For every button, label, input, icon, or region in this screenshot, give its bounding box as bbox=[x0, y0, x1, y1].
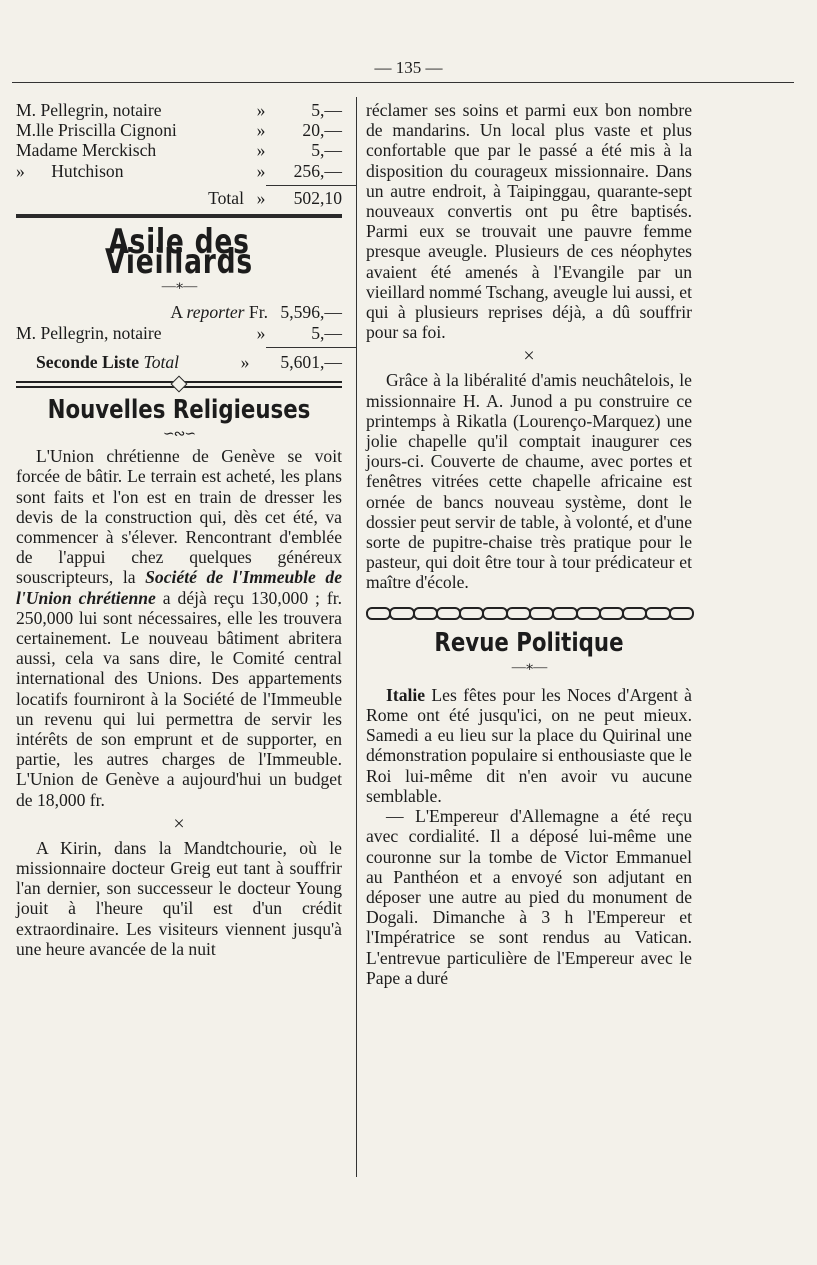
article-paragraph: réclamer ses soins et parmi eux bon nombre de mandarins. Un local plus vaste et plus confortable que par le passé a été mis à la disposition du courageux missionnaire. Dans un autre endroit, à Taipinggau, quarante-sept nouveaux convertis ont pu être baptisés. Parmi eux se trouvait une pauvre femme presque aveugle. Plusieurs de ces néophytes avaient été amenés à l'Evangile par un vieillard nommé Tschang, aveugle lui aussi, et qui à plusieurs reprises déjà, a dû souffrir pour sa foi. bbox=[366, 100, 692, 343]
total-amount: 502,10 bbox=[293, 187, 342, 208]
article-paragraph: — L'Empereur d'Allemagne a été reçu avec cordialité. Il a déposé lui-même une couronne sur la tombe de Victor Emmanuel au Panthéon et a envoyé son adjutant en déposer une autre au pied du monument de Dogali. Dimanche à 3 h l'Empereur et l'Impératrice se sont rendus au Vatican. L'entrevue particulière de l'Empereur avec le Pape a duré bbox=[366, 806, 692, 988]
seconde-total-label: Total bbox=[143, 351, 180, 372]
donor-name: M. Pellegrin, notaire bbox=[16, 100, 162, 120]
paragraph-text: L'Union chrétienne de Genève se voit forcée de bâtir. Le terrain est acheté, les plans sont faits et l'on est en train de dresser les devis de la construction qui, dès cet été, va commencer à s'élever. Rencontrant d'emblée de l'appui chez quelques généreux souscripteurs, la bbox=[16, 446, 342, 588]
society-name: Société de l'Immeuble de l'Union chrétienne bbox=[16, 567, 343, 608]
donor-name: M.lle Priscilla Cignoni bbox=[16, 120, 177, 141]
donor-name: Madame Merckisch bbox=[16, 140, 157, 161]
ditto-mark: » bbox=[256, 322, 266, 343]
donor-name: » Hutchison bbox=[16, 160, 124, 181]
ditto-mark: » bbox=[240, 351, 250, 372]
separator-cross: × bbox=[173, 812, 185, 835]
page-number: — 135 — bbox=[374, 58, 443, 77]
article-paragraph: A Kirin, dans la Mandtchourie, où le missionnaire docteur Greig eut tant à souffrir l'an dernier, son successeur le docteur Young jouit à l'heure qu'il est d'un crédit extraordinaire. Les visiteurs viennent jusqu'à une heure avancée de la nuit bbox=[16, 837, 342, 959]
ditto-mark: » bbox=[256, 160, 266, 181]
section-label-italie: Italie bbox=[386, 684, 426, 705]
reporter-row bbox=[16, 302, 342, 322]
paragraph-text: Les fêtes pour les Noces d'Argent à Rome ont été jusqu'ici, on ne peut mieux. Samedi a eu lieu sur la place du Quirinal une démonstration populaire si enthousiaste que le Roi lui-même dit n'en avoir vu aucune semblable. bbox=[366, 684, 692, 806]
subscription-row bbox=[16, 161, 342, 181]
reporter-label: reporter bbox=[186, 302, 245, 323]
donation-amount: 5,— bbox=[311, 322, 342, 343]
sum-rule bbox=[266, 347, 356, 348]
donation-amount: 5,— bbox=[311, 140, 342, 161]
chain-ornament-rule bbox=[366, 607, 692, 619]
subscription-row bbox=[16, 120, 342, 140]
total-row bbox=[16, 188, 342, 208]
seconde-amount: 5,601,— bbox=[280, 351, 342, 372]
ditto-mark: » bbox=[256, 140, 266, 161]
ornament: ∽∾∽ bbox=[162, 427, 196, 443]
subscription-row bbox=[16, 140, 342, 160]
donation-amount: 5,— bbox=[311, 100, 342, 120]
ornament: —∗— bbox=[161, 279, 197, 295]
subscription-row bbox=[16, 100, 342, 120]
subscription-row bbox=[16, 323, 342, 343]
seconde-liste-label: Seconde Liste bbox=[36, 351, 140, 372]
section-rule bbox=[16, 214, 342, 218]
left-column bbox=[16, 100, 342, 959]
article-paragraph bbox=[16, 446, 342, 810]
paragraph-text: a déjà reçu 130,000 ; fr. 250,000 lui sont nécessaires, elle les trouvera certainement. Le nouveau bâtiment abritera aussi, cela va sans dire, le Comité central international des Unions. Des appartements locatifs fourniront à la Société de l'Immeuble un revenu qui lui permettra de servir les intérêts de son emprunt et de supporter, en partie, les autres charges de l'Immeuble. L'Union de Genève a aujourd'hui un budget de 18,000 fr. bbox=[16, 587, 342, 810]
article-paragraph bbox=[366, 685, 692, 806]
header-rule bbox=[12, 82, 794, 83]
reporter-prefix: A bbox=[170, 302, 187, 323]
article-paragraph: Grâce à la libéralité d'amis neuchâtelois, le missionnaire H. A. Junod a pu construire ce printemps à Rikatla (Lourenço-Marquez) une jolie chapelle qu'il comptait inaugurer ces jours-ci. Couverte de chaume, avec portes et fenêtres vitrées cette chapelle africaine est ornée de bancs nouveau système, dont le dossier peut servir de table, à volonté, et d'une sorte de pupitre-chaise très pratique pour le pasteur, qui doit être tour à tour prédicateur et maître d'école. bbox=[366, 370, 692, 593]
ditto-mark: » bbox=[256, 187, 266, 208]
separator-cross: × bbox=[523, 345, 535, 368]
subscription-list bbox=[16, 100, 342, 208]
double-rule bbox=[16, 378, 342, 392]
total-label: Total bbox=[208, 187, 244, 208]
seconde-liste-row bbox=[16, 352, 342, 372]
donation-amount: 256,— bbox=[293, 160, 342, 181]
reporter-amount: 5,596,— bbox=[280, 302, 342, 323]
donation-amount: 20,— bbox=[302, 120, 342, 141]
column-divider bbox=[356, 97, 357, 1177]
asile-title: Asile des Vieillards bbox=[105, 221, 253, 283]
ditto-mark: » bbox=[256, 120, 266, 141]
sum-rule bbox=[266, 185, 356, 186]
ditto-mark: » bbox=[256, 100, 266, 120]
donor-name: M. Pellegrin, notaire bbox=[16, 322, 162, 343]
ornament: —∗— bbox=[511, 659, 547, 675]
right-column bbox=[366, 100, 692, 988]
nouvelles-title: Nouvelles Religieuses bbox=[47, 394, 311, 425]
revue-title: Revue Politique bbox=[434, 627, 624, 658]
reporter-currency: Fr. bbox=[244, 302, 268, 323]
